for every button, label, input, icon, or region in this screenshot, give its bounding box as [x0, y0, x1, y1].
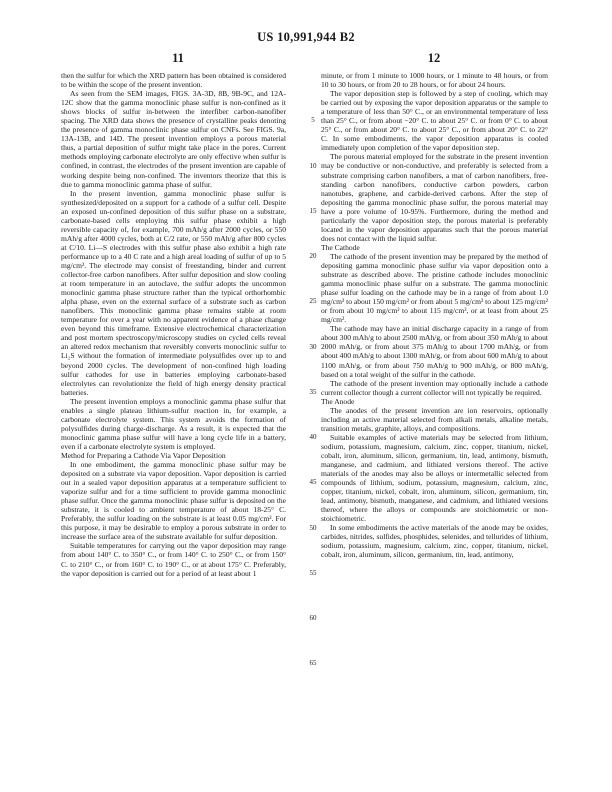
paragraph: then the sulfur for which the XRD pattern has been obtained is considered to be within the scope of the present invention.	[61, 71, 286, 90]
paragraph: As seen from the SEM images, FIGS. 3A-3D, 8B, 9B-9C, and 12A-12C show that the gamma monoclinic phase sulfur is non-confined as it shows blocks of sulfur in-between the interfiber carbon-nanofiber spacing. The XRD data shows the presence of crystalline peaks denoting the presence of gamma monoclinic phase sulfur on CNFs. See FIGS. 9a, 13A-13B, and 14D. The present invention employs a porous material thus, a partial deposition of sulfur might take place in the pores. Current methods employing carbonate electrolyte are only effective when sulfur is confined, in contrast, the electrodes of the present invention are capable of working despite being non-confined. The inventors theorize that this is due to gamma monoclinic gamma phase of sulfur.	[61, 89, 286, 189]
paragraph: The present invention employs a monoclinic gamma phase sulfur that enables a single plateau lithium-sulfur reaction in, for example, a carbonate electrolyte system. This system avoids the formation of polysulfides during charge-discharge. As a result, it is expected that the monoclinic gamma phase sulfur will have a long cycle life in a battery, even if a carbonate electrolyte system is employed.	[61, 396, 286, 451]
paragraph: In some embodiments the active materials of the anode may be oxides, carbides, nitrides, sulfides, phosphides, selenides, and tellurides of lithium, sodium, potassium, magnesium, calcium, zinc, copper, titanium, nickel, cobalt, iron, aluminum, silicon, germanium, tin, lead, antimony,	[321, 523, 548, 560]
paragraph: In one embodiment, the gamma monoclinic phase sulfur may be deposited on a substrate via vapor deposition. Vapor deposition is carried out in a sealed vapor deposition apparatus at a temperature sufficient to vaporize sulfur and for a time sufficient to provide gamma monoclinic phase sulfur. Once the gamma monoclinic phase sulfur is deposited on the substrate, it is cooled to ambient temperature of about 18-25° C. Preferably, the sulfur loading on the substrate is at least 0.05 mg/cm². For this purpose, it may be desirable to employ a porous substrate in order to increase the surface area of the substrate available for sulfur deposition.	[61, 460, 286, 542]
paragraph: The cathode of the present invention may optionally include a cathode current collector though a current collector will not typically be required.	[321, 378, 548, 397]
section-heading: The Cathode	[321, 242, 360, 252]
line-number: 25	[309, 297, 317, 306]
line-number: 5	[311, 116, 315, 125]
left-column	[61, 71, 286, 578]
line-number: 15	[309, 206, 317, 215]
line-number: 55	[309, 568, 317, 577]
right-page-number: 12	[427, 51, 441, 65]
line-number: 20	[309, 252, 317, 260]
paragraph: In the present invention, gamma monoclinic phase sulfur is synthesized/deposited on a support for a cathode of a sulfur cell. Despite an exposed un-confined deposition of this sulfur phase on a substrate, carbonate-based cells employing this sulfur phase exhibit a high reversible capacity of, for example, 700 mAh/g after 2000 cycles, or 550 mAh/g after 4000 cycles, both at C/2 rate, or 550 mAh/g after 800 cycles at C/10. Li—S electrodes with this sulfur phase also exhibit a high rate performance up to a 40 C rate and a high areal loading of sulfur of up to 5 mg/cm². The electrode may consist of freestanding, binder and current collector-free carbon nanofibers. After sulfur deposition and slow cooling at room temperature in an autoclave, the sulfur adopts the uncommon monoclinic gamma phase structure rather than the typical orthorhombic alpha phase, even on the external surface of a substrate such as carbon nanofibers. This monoclinic gamma phase remains stable at room temperature for over a year with no apparent evidence of a phase change even beyond this timeframe. Extensive electrochemical characterization and post mortem spectroscopy/microscopy studies on cycled cells reveal an altered redox mechanism that reversibly converts monoclinic sulfur to Li₂S without the formation of intermediate polysulfides over up to and beyond 2000 cycles. The development of non-confined high loading sulfur cathodes for use in batteries employing carbonate-based electrolytes can revolutionize the field of high energy density practical batteries.	[61, 188, 286, 397]
paragraph: The vapor deposition step is followed by a step of cooling, which may be carried out by exposing the vapor deposition apparatus or the sample to a temperature of less than 50° C., or an environmental temperature of less than 25° C., or from about −20° C. to about 25° C. or from 0° C. to about 25° C., or from about 20° C. to about 25° C., or from about 20° C. to 22° C. In some embodiments, the vapor deposition apparatus is cooled immediately upon completion of the vapor deposition step.	[321, 89, 548, 153]
section-heading: The Anode	[321, 396, 355, 406]
paragraph: Suitable examples of active materials may be selected from lithium, sodium, potassium, magnesium, calcium, zinc, copper, titanium, nickel, cobalt, iron, aluminum, silicon, germanium, tin, lead, antimony, bismuth, manganese, and cadmium, and lithiated versions thereof. The active materials of the anodes may also be alloys or intermetallic selected from compounds of lithium, sodium, potassium, magnesium, calcium, zinc, copper, titanium, nickel, cobalt, iron, aluminum, silicon, germanium, tin, lead, antimony, bismuth, manganese, and cadmium, and lithiated versions thereof, where the alloys or compounds are stoichiometric or non-stoichiometric.	[321, 432, 548, 524]
section-heading: Method for Preparing a Cathode Via Vapor Deposition	[61, 450, 226, 460]
line-number: 35	[309, 387, 317, 396]
paragraph: minute, or from 1 minute to 1000 hours, or 1 minute to 48 hours, or from 10 to 30 hours, or from 20 to 28 hours, or for about 24 hours.	[321, 71, 548, 90]
line-number: 45	[309, 478, 317, 487]
paragraph: Suitable temperatures for carrying out the vapor deposition may range from about 140° C. to 350° C., or from 140° C. to 250° C., or from 150° C. to 210° C., or from 160° C. to 190° C., or at about 175° C. Preferably, the vapor deposition is carried out for a period of at least about 1	[61, 541, 286, 578]
line-number: 30	[309, 342, 317, 351]
paragraph: The anodes of the present invention are ion reservoirs, optionally including an active material selected from alkali metals, alkaline metals, transition metals, graphite, alloys, and compositions.	[321, 405, 548, 433]
paragraph: The cathode of the present invention may be prepared by the method of depositing gamma monoclinic phase sulfur via vapor deposition onto a substrate as described above. The pristine cathode includes monoclinic gamma monoclinic phase sulfur on a substrate. The gamma monoclinic phase sulfur loading on the cathode may be in a range of from about 1.0 mg/cm² to about 150 mg/cm² or from about 5 mg/cm² to about 125 mg/cm² or from about 10 mg/cm² to about 115 mg/cm², or at least from about 25 mg/cm².	[321, 251, 548, 325]
line-number: 50	[309, 523, 317, 532]
right-column	[321, 71, 548, 560]
left-page-number: 11	[172, 51, 184, 65]
paragraph: The cathode may have an initial discharge capacity in a range of from about 300 mAh/g to about 2500 mAh/g, or from about 350 mAh/g to about 2000 mAh/g, or from about 375 mAh/g to about 1700 mAh/g, or from about 400 mAh/g to about 1300 mAh/g, or from about 600 mAh/g to about 1100 mAh/g, or from about 750 mAh/g to 900 mAh/g, or 800 mAh/g, based on a total weight of the sulfur in the cathode.	[321, 324, 548, 379]
line-number: 10	[309, 161, 317, 170]
line-number: 40	[309, 433, 317, 441]
paragraph: The porous material employed for the substrate in the present invention may be conductive or non-conductive, and preferably is selected from a substrate comprising carbon nanofibers, a mat of carbon nanofibers, free-standing carbon nanofibers, conductive carbon powders, carbon nanotubes, graphene, and carbide-derived carbons. After the step of depositing the gamma monoclinic phase sulfur, the porous material may have a pore volume of 10-95%. Furthermore, during the method and particularly the vapor deposition step, the porous material is preferably located in the vapor deposition apparatus such that the porous material does not contact with the liquid sulfur.	[321, 152, 548, 243]
line-number: 65	[309, 659, 317, 668]
patent-number: US 10,991,944 B2	[257, 30, 355, 44]
line-number: 60	[309, 614, 317, 622]
